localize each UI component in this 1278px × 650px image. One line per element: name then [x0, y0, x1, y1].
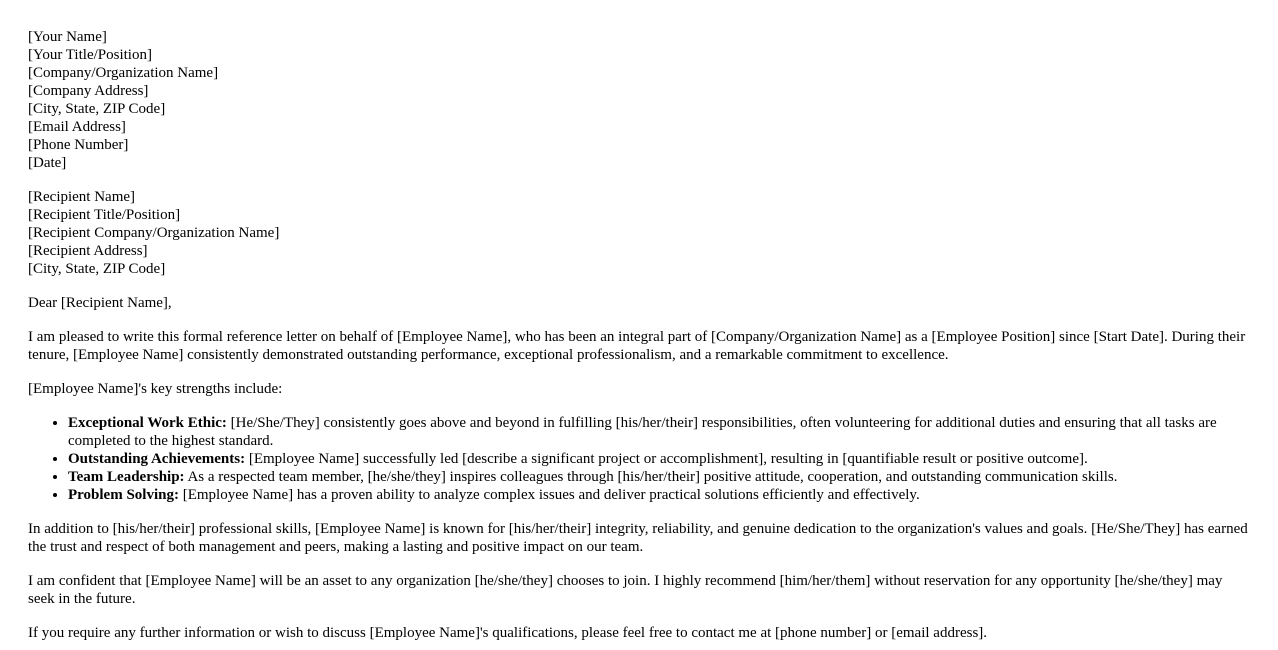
sender-title: [Your Title/Position]	[28, 47, 152, 63]
strengths-intro: [Employee Name]'s key strengths include:	[28, 381, 283, 397]
sender-city-state-zip: [City, State, ZIP Code]	[28, 101, 166, 117]
sender-company: [Company/Organization Name]	[28, 65, 219, 81]
confidence-paragraph: I am confident that [Employee Name] will be an asset to any organization [he/she/they] chooses to join. I highly recommend [him/her/them] without reservation for any opportunity [he/she/they] may seek in the future.	[28, 573, 1223, 607]
strength-label: Problem Solving:	[68, 487, 179, 503]
strength-label: Exceptional Work Ethic:	[68, 415, 227, 431]
salutation: Dear [Recipient Name],	[28, 295, 172, 311]
letter-date: [Date]	[28, 155, 67, 171]
intro-paragraph: I am pleased to write this formal reference letter on behalf of [Employee Name], who has been an integral part of [Company/Organization Name] as a [Employee Position] since [Start Date]. During their tenure, [Employee Name] consistently demonstrated outstanding performance, exceptional professionalism, and a remarkable commitment to excellence.	[28, 329, 1246, 363]
recipient-company: [Recipient Company/Organization Name]	[28, 225, 280, 241]
sender-address: [Company Address]	[28, 83, 149, 99]
list-item	[68, 468, 1250, 486]
strength-text: [He/She/They] consistently goes above and beyond in fulfilling [his/her/their] responsibilities, often volunteering for additional duties and ensuring that all tasks are completed to the highest standard.	[68, 415, 1217, 449]
sender-name: [Your Name]	[28, 29, 107, 45]
list-item	[68, 450, 1250, 468]
recipient-title: [Recipient Title/Position]	[28, 207, 181, 223]
list-item	[68, 486, 1250, 504]
strength-text: [Employee Name] successfully led [describe a significant project or accomplishment], resulting in [quantifiable result or positive outcome].	[245, 451, 1088, 467]
sender-phone: [Phone Number]	[28, 137, 129, 153]
strength-label: Outstanding Achievements:	[68, 451, 246, 467]
recipient-address: [Recipient Address]	[28, 243, 148, 259]
sender-email: [Email Address]	[28, 119, 126, 135]
strengths-list	[28, 414, 1250, 504]
strength-text: [Employee Name] has a proven ability to analyze complex issues and deliver practical solutions efficiently and effectively.	[178, 487, 920, 503]
list-item	[68, 414, 1250, 450]
strength-text: As a respected team member, [he/she/they] inspires colleagues through [his/her/their] positive attitude, cooperation, and outstanding communication skills.	[184, 469, 1118, 485]
recipient-city-state-zip: [City, State, ZIP Code]	[28, 261, 166, 277]
recipient-name: [Recipient Name]	[28, 189, 136, 205]
sender-block	[28, 28, 1250, 172]
contact-paragraph: If you require any further information or wish to discuss [Employee Name]'s qualifications, please feel free to contact me at [phone number] or [email address].	[28, 625, 988, 641]
recipient-block	[28, 188, 1250, 278]
strength-label: Team Leadership:	[68, 469, 185, 485]
additional-paragraph: In addition to [his/her/their] professional skills, [Employee Name] is known for [his/her/their] integrity, reliability, and genuine dedication to the organization's values and goals. [He/She/They] has earned the trust and respect of both management and peers, making a lasting and positive impact on our team.	[28, 521, 1248, 555]
